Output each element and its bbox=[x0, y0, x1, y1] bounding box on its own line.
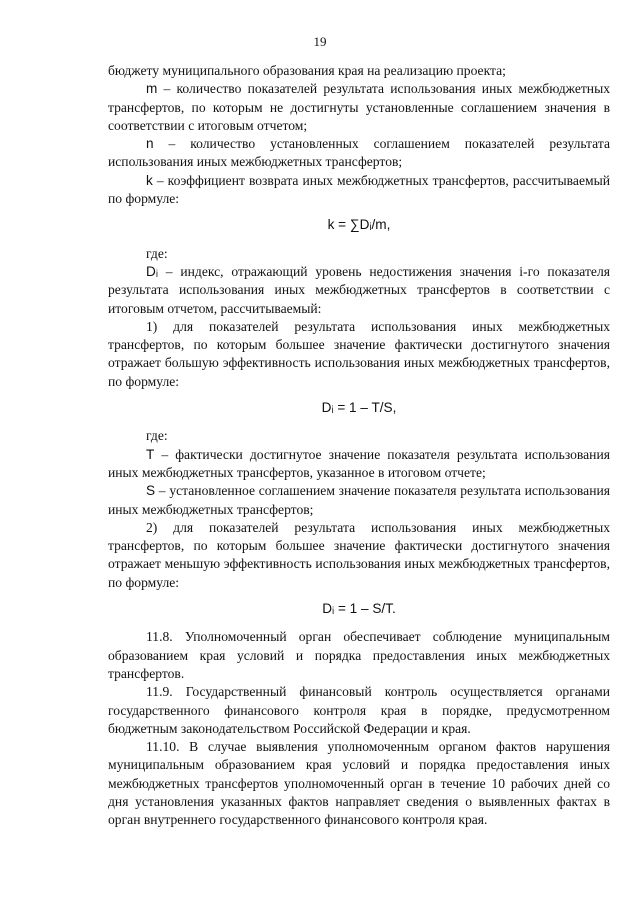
symbol-t: T bbox=[146, 446, 155, 462]
definition-s bbox=[108, 482, 610, 519]
paragraph-11-9: 11.9. Государственный финансовый контроль осуществляется органами государственного финансового контроля края в порядке, предусмотренном бюджетным законодательством Российской Федерации и края. bbox=[108, 684, 610, 736]
definition-k-text: – коэффициент возврата иных межбюджетных трансфертов, рассчитываемый по формуле: bbox=[108, 172, 610, 207]
definition-m bbox=[108, 80, 610, 135]
definition-di-text: – индекс, отражающий уровень недостижения значения i-го показателя результата использования иных межбюджетных трансфертов в соответствии с итоговым отчетом, рассчитываемый: bbox=[108, 263, 610, 316]
formula-di-2: Dᵢ = 1 – S/T. bbox=[322, 601, 396, 617]
where-label-1: где: bbox=[146, 245, 168, 261]
paragraph-11-10: 11.10. В случае выявления уполномоченным органом фактов нарушения муниципальным образованием края условий и порядка предоставления иных межбюджетных трансфертов уполномоченный орган в течение 10 рабочих дней со дня установления указанных фактов направляет сведения о выявленных фактах в орган внутреннего государственного финансового контроля края. bbox=[108, 739, 610, 828]
symbol-n: n bbox=[146, 136, 154, 152]
symbol-k: k bbox=[146, 172, 153, 188]
paragraph-11-8: 11.8. Уполномоченный орган обеспечивает соблюдение муниципальным образованием края условий и порядка предоставления иных межбюджетных трансфертов. bbox=[108, 629, 610, 681]
paragraph-case-1: 1) для показателей результата использования иных межбюджетных трансфертов, по которым большее значение фактически достигнутого значения отражает большую эффективность использования иных межбюджетных трансфертов, по формуле: bbox=[108, 318, 610, 389]
definition-n-text: – количество установленных соглашением показателей результата использования иных межбюджетных трансфертов; bbox=[108, 136, 610, 170]
definition-t-text: – фактически достигнутое значение показателя результата использования иных межбюджетных трансфертов, указанное в итоговом отчете; bbox=[108, 446, 610, 480]
document-body bbox=[108, 62, 610, 830]
definition-k bbox=[108, 172, 610, 209]
paragraph-case-2: 2) для показателей результата использования иных межбюджетных трансфертов, по которым большее значение фактически достигнутого значения отражает меньшую эффективность использования иных межбюджетных трансфертов, по формуле: bbox=[108, 519, 610, 590]
definition-s-text: – установленное соглашением значение показателя результата использования иных межбюджетных трансфертов; bbox=[108, 483, 610, 517]
formula-k: k = ∑Dᵢ/m, bbox=[327, 217, 391, 233]
paragraph-budget-continuation: бюджету муниципального образования края на реализацию проекта; bbox=[108, 63, 506, 78]
where-label-2: где: bbox=[146, 428, 168, 444]
page-number: 19 bbox=[313, 34, 327, 49]
symbol-s: S bbox=[146, 483, 156, 499]
symbol-m: m bbox=[146, 81, 158, 97]
definition-di bbox=[108, 263, 610, 318]
definition-t bbox=[108, 446, 610, 483]
symbol-di: Dᵢ bbox=[146, 263, 158, 279]
formula-di-1: Dᵢ = 1 – T/S, bbox=[321, 400, 397, 416]
definition-n bbox=[108, 135, 610, 172]
definition-m-text: – количество показателей результата использования иных межбюджетных трансфертов, по которым не достигнуты установленные соглашением значения в соответствии с итоговым отчетом; bbox=[108, 81, 610, 133]
